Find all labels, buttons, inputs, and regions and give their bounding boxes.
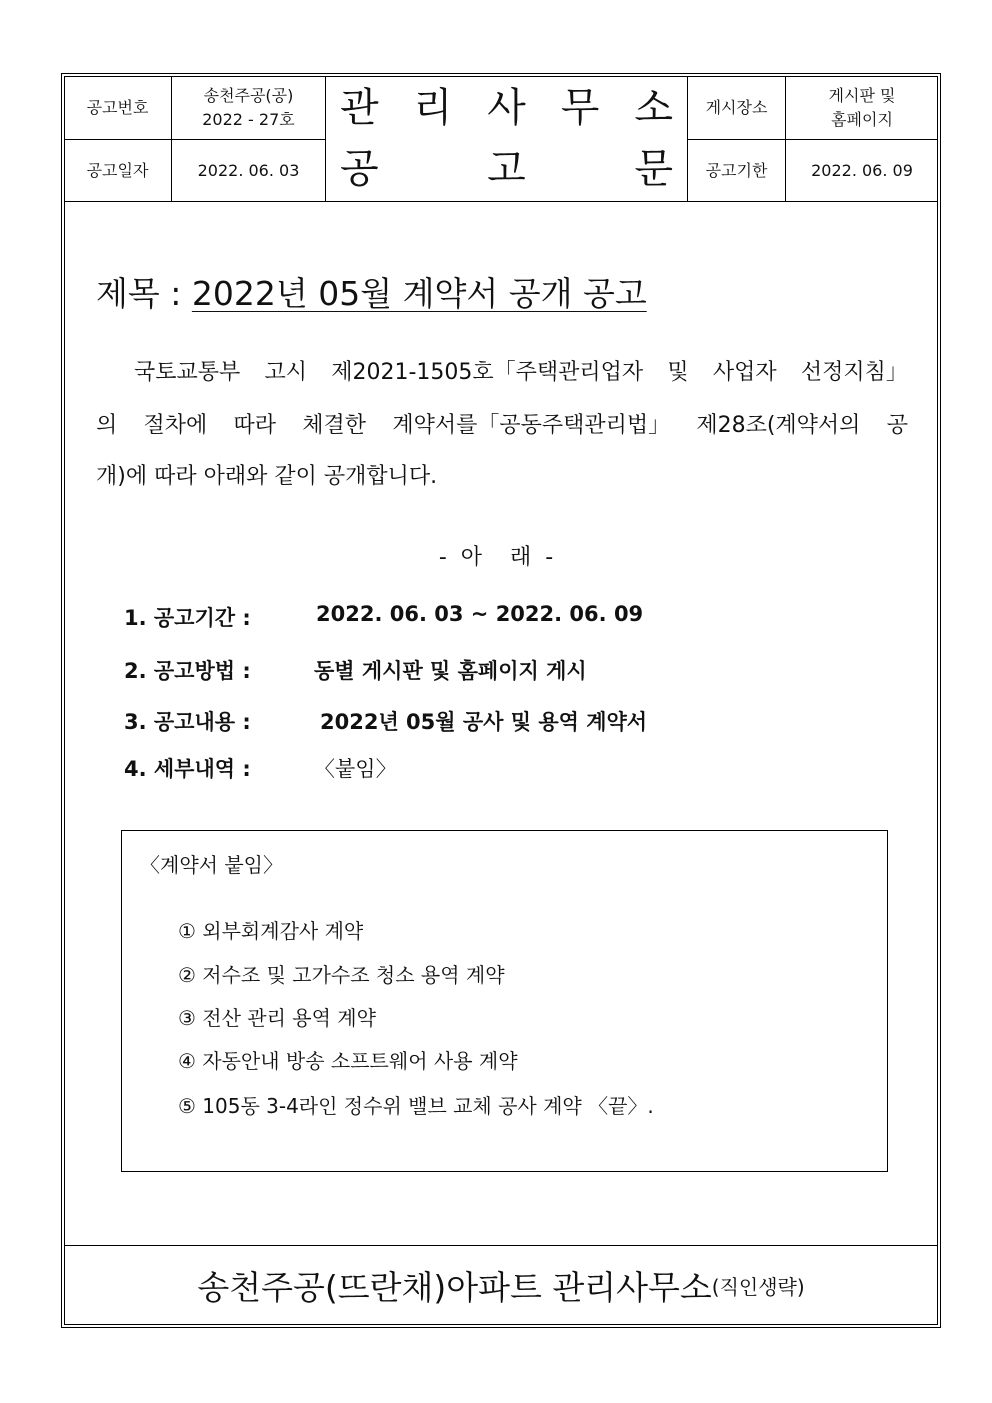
notice-number-line2: 2022 - 27호 bbox=[202, 109, 295, 129]
body-word: 따라 bbox=[233, 413, 277, 438]
item-label-method: 2. 공고방법 : bbox=[124, 659, 251, 683]
posting-place-value bbox=[786, 76, 938, 139]
title-char: 문 bbox=[634, 146, 673, 192]
body-word: 고시 bbox=[264, 360, 308, 385]
footer-organization: 송천주공(뜨란채)아파트 관리사무소 bbox=[197, 1268, 712, 1307]
body-word: 계약서를「공동주택관리법」 bbox=[392, 413, 671, 438]
notice-title-block bbox=[326, 76, 688, 202]
title-char: 관 bbox=[340, 85, 379, 131]
item-label-details: 4. 세부내역 : bbox=[124, 757, 251, 781]
attachment-box bbox=[121, 830, 888, 1172]
body-word: 체결한 bbox=[302, 413, 367, 438]
notice-number-value bbox=[172, 76, 326, 139]
item-value-details: 〈붙임〉 bbox=[314, 757, 397, 781]
title-char: 소 bbox=[634, 85, 673, 131]
item-value-content: 2022년 05월 공사 및 용역 계약서 bbox=[320, 710, 648, 734]
attachment-item: ④ 자동안내 방송 소프트웨어 사용 계약 bbox=[178, 1049, 518, 1073]
deadline-label: 공고기한 bbox=[688, 140, 786, 202]
posting-place-line2: 홈페이지 bbox=[831, 109, 893, 129]
notice-number-line1: 송천주공(공) bbox=[203, 86, 294, 106]
footer-signature bbox=[64, 1246, 938, 1325]
item-value-period: 2022. 06. 03 ~ 2022. 06. 09 bbox=[316, 602, 644, 626]
title-notice bbox=[340, 146, 673, 192]
body-word: 제28조(계약서의 bbox=[696, 413, 861, 438]
posting-place-label: 게시장소 bbox=[688, 76, 786, 139]
body-word: 의 bbox=[96, 413, 118, 438]
notice-date-value: 2022. 06. 03 bbox=[172, 140, 326, 202]
attachment-item: ⑤ 105동 3-4라인 정수위 밸브 교체 공사 계약 〈끝〉. bbox=[178, 1094, 654, 1118]
title-char: 공 bbox=[340, 146, 379, 192]
item-value-method: 동별 게시판 및 홈페이지 게시 bbox=[314, 659, 587, 683]
attachment-item: ③ 전산 관리 용역 계약 bbox=[178, 1006, 376, 1030]
attachment-item: ① 외부회계감사 계약 bbox=[178, 919, 364, 943]
subject-prefix: 제목 : bbox=[96, 274, 192, 313]
section-heading-below: - 아 래 - bbox=[438, 545, 554, 570]
title-char: 고 bbox=[487, 146, 526, 192]
footer-seal-note: (직인생략) bbox=[711, 1275, 805, 1299]
notice-number-label: 공고번호 bbox=[64, 76, 172, 139]
attachment-item: ② 저수조 및 고가수조 청소 용역 계약 bbox=[178, 963, 505, 987]
body-word: 선정지침」 bbox=[800, 360, 908, 385]
body-paragraph-line-2 bbox=[96, 408, 908, 439]
posting-place-line1: 게시판 및 bbox=[828, 86, 896, 106]
body-paragraph-line-1 bbox=[96, 355, 908, 386]
title-char: 사 bbox=[487, 85, 526, 131]
body-word: 사업자 bbox=[712, 360, 777, 385]
body-word: 국토교통부 bbox=[134, 360, 241, 385]
deadline-value: 2022. 06. 09 bbox=[811, 161, 913, 181]
title-char: 무 bbox=[560, 85, 600, 131]
body-word: 절차에 bbox=[143, 413, 208, 438]
title-office bbox=[340, 85, 673, 131]
title-char: 리 bbox=[413, 85, 453, 131]
notice-header-table bbox=[64, 76, 938, 202]
body-word: 제2021-1505호「주택관리업자 bbox=[331, 360, 644, 385]
notice-date-label: 공고일자 bbox=[64, 140, 172, 202]
item-label-period: 1. 공고기간 : bbox=[124, 606, 251, 630]
body-word: 및 bbox=[667, 360, 689, 385]
subject-title: 2022년 05월 계약서 공개 공고 bbox=[191, 274, 647, 313]
notice-subject bbox=[96, 268, 647, 315]
body-paragraph-line-3: 개)에 따라 아래와 같이 공개합니다. bbox=[96, 464, 438, 489]
item-label-content: 3. 공고내용 : bbox=[124, 710, 251, 734]
attachment-title: 〈계약서 붙임〉 bbox=[140, 853, 283, 877]
body-word: 공 bbox=[886, 413, 908, 438]
